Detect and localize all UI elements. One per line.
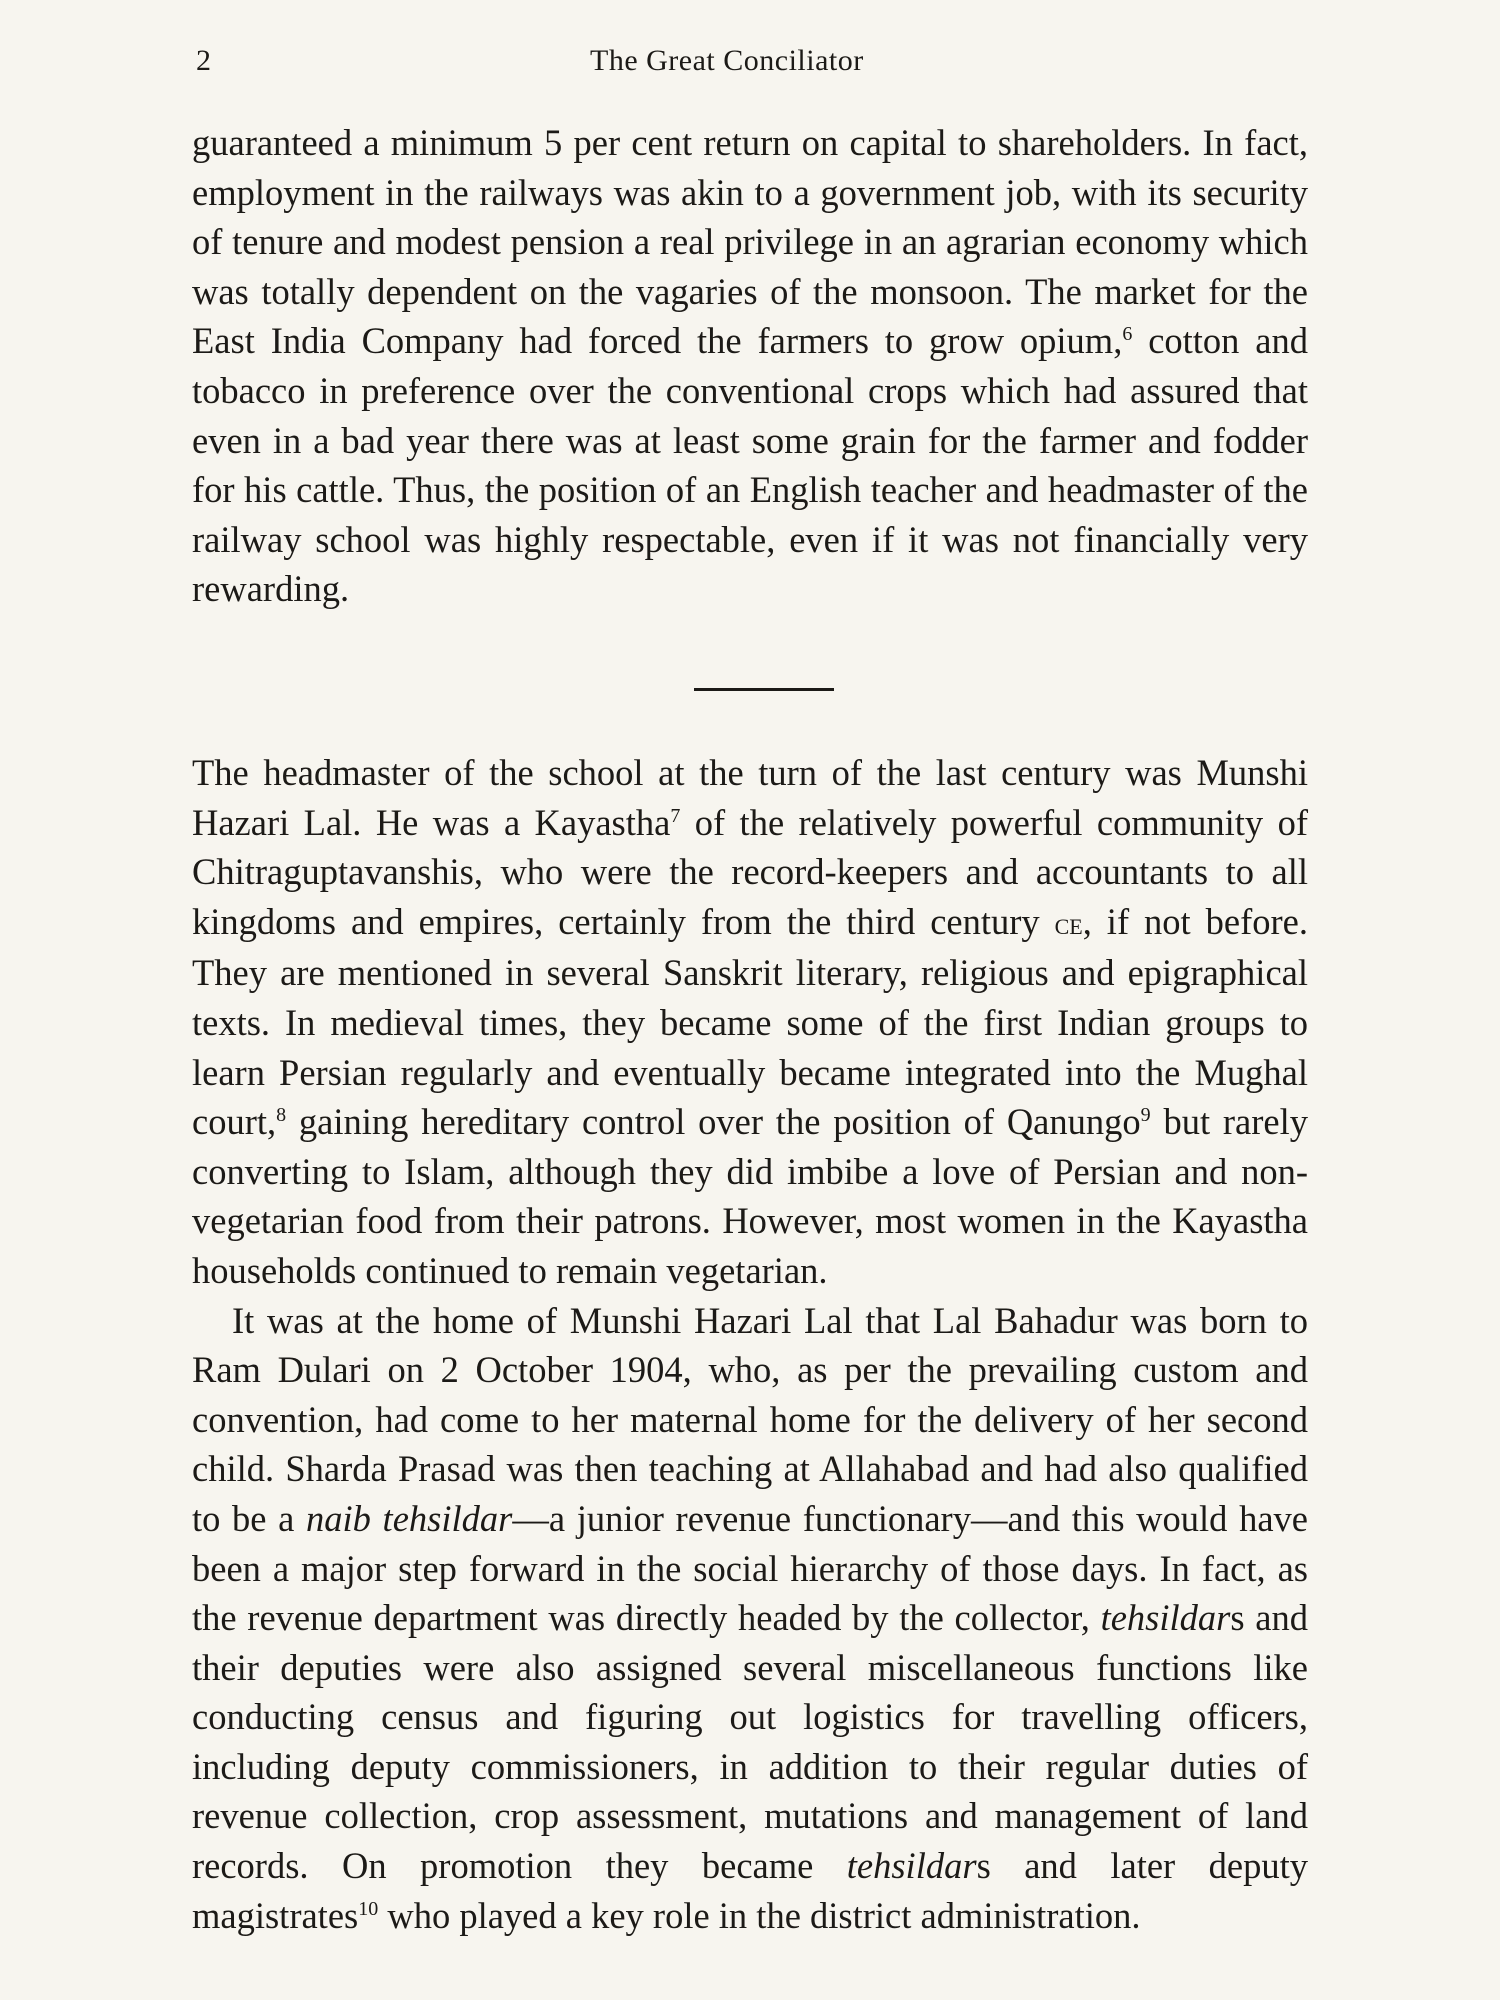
section-divider [694,688,834,691]
footnote-ref-8: 8 [276,1104,287,1126]
paragraph-2-text-a: The headmaster of the school at the turn of the last century was Munshi Hazari Lal. He was a Kayastha [192,752,1308,843]
term-naib-tehsildar: naib tehsildar [306,1497,513,1539]
page-number: 2 [196,44,211,77]
paragraph-3-text-b: —a junior revenue functionary—and this would have been a major step forward in the social hierarchy of those days. In fact, as the revenue department was directly headed by the collector, [192,1497,1308,1639]
era-abbreviation: ce [1054,904,1083,941]
paragraph-2-text-c: , if not before. They are mentioned in several Sanskrit literary, religious and epigraphical texts. In medieval times, they became some of the first Indian groups to learn Persian regularly and eventually became integrated into the Mughal court, [192,900,1308,1143]
term-tehsildar-2: tehsildar [846,1845,977,1887]
paragraph-3-text-c: s and their deputies were also assigned several miscellaneous functions like conducting census and figuring out logistics for travelling officers, including deputy commissioners, in addition to their regular duties of revenue collection, crop assessment, mutations and management of land records. On promotion they became [192,1597,1308,1887]
paragraph-1-text: guaranteed a minimum 5 per cent return on capital to shareholders. In fact, employment in the railways was akin to a government job, with its security of tenure and modest pension a real privilege in an agrarian economy which was totally dependent on the vagaries of the monsoon. The market for the East India Company had forced the farmers to grow opium, [192,122,1308,362]
running-title: The Great Conciliator [590,44,864,77]
footnote-ref-10: 10 [358,1897,379,1920]
paragraph-3 [192,1296,1308,1941]
paragraph-3-text-d: s and later deputy magistrates [192,1845,1308,1936]
footnote-ref-7: 7 [670,804,681,827]
footnote-ref-9: 9 [1140,1104,1151,1126]
paragraph-2-text-e: but rarely converting to Islam, although they did imbibe a love of Persian and non-vegetarian food from their patrons. However, most women in the Kayastha households continued to remain vegetarian. [192,1101,1308,1291]
text-block-bottom [192,748,1308,1940]
text-block-top [192,118,1308,614]
paragraph-1 [192,118,1308,614]
paragraph-3-text-e: who played a key role in the district administration. [378,1894,1141,1936]
paragraph-2 [192,748,1308,1296]
term-tehsildar-1: tehsildar [1100,1597,1231,1639]
paragraph-1-continued: cotton and tobacco in preference over the conventional crops which had assured that even in a bad year there was at least some grain for the farmer and fodder for his cattle. Thus, the position of an English teacher and headmaster of the railway school was highly respectable, even if it was not financially very rewarding. [192,320,1308,610]
paragraph-2-text-b: of the relatively powerful community of Chitraguptavanshis, who were the record-keepers and accountants to all kingdoms and empires, certainly from the third century [192,801,1308,942]
page-header [0,38,1500,90]
paragraph-2-text-d: gaining hereditary control over the position of Qanungo [286,1101,1141,1143]
footnote-ref-6: 6 [1122,323,1133,346]
paragraph-3-text-a: It was at the home of Munshi Hazari Lal that Lal Bahadur was born to Ram Dulari on 2 October 1904, who, as per the prevailing custom and convention, had come to her maternal home for the delivery of her second child. Sharda Prasad was then teaching at Allahabad and had also qualified to be a [192,1299,1308,1539]
